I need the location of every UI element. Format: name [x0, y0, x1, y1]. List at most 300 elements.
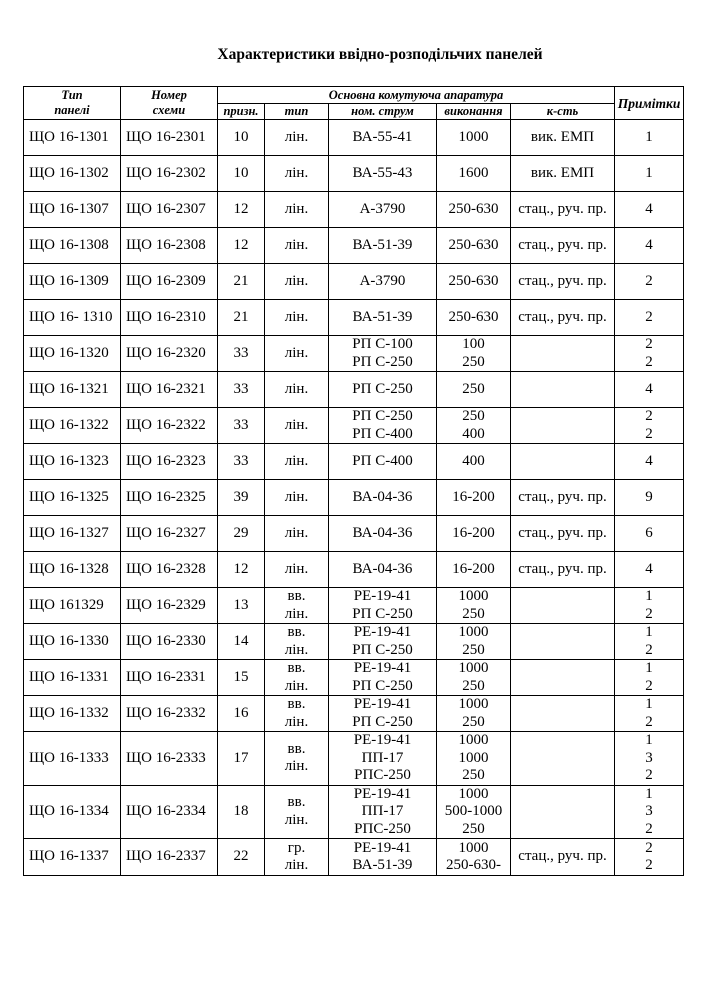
cell-execution-line: 1000 — [458, 660, 489, 676]
table-row — [24, 839, 684, 876]
cell-notes-line: 1 — [645, 660, 653, 676]
cell-scheme-number: ЩО 16-2325 — [121, 480, 218, 516]
cell-purpose: 33 — [218, 444, 265, 480]
cell-notes-line: 2 — [645, 272, 653, 289]
cell-notes — [615, 624, 684, 660]
cell-kind — [265, 336, 329, 372]
cell-purpose: 22 — [218, 839, 265, 876]
cell-purpose: 39 — [218, 480, 265, 516]
cell-quantity — [511, 336, 615, 372]
cell-panel-type: ЩО 16-1327 — [24, 516, 121, 552]
cell-nominal-current — [329, 588, 437, 624]
cell-kind — [265, 120, 329, 156]
cell-scheme-number: ЩО 16-2308 — [121, 228, 218, 264]
cell-kind — [265, 156, 329, 192]
cell-notes-line: 4 — [645, 560, 653, 577]
cell-execution-line: 250 — [462, 353, 485, 370]
cell-kind — [265, 192, 329, 228]
cell-panel-type: ЩО 16-1321 — [24, 372, 121, 408]
table-row — [24, 660, 684, 696]
cell-kind — [265, 516, 329, 552]
cell-scheme-number: ЩО 16-2334 — [121, 785, 218, 839]
cell-execution-line: 250-630- — [446, 857, 501, 873]
cell-notes-line: 2 — [645, 408, 653, 424]
cell-quantity: стац., руч. пр. — [511, 480, 615, 516]
cell-panel-type: ЩО 16- 1310 — [24, 300, 121, 336]
cell-quantity — [511, 588, 615, 624]
cell-nominal-current — [329, 480, 437, 516]
cell-nominal-current — [329, 408, 437, 444]
cell-nominal-current — [329, 516, 437, 552]
cell-nominal-current-line: РП С-100 — [352, 336, 413, 352]
cell-purpose: 12 — [218, 192, 265, 228]
cell-kind — [265, 624, 329, 660]
header-panel-type: Тип панелі — [24, 87, 121, 120]
cell-nominal-current — [329, 120, 437, 156]
cell-nominal-current — [329, 444, 437, 480]
cell-scheme-number: ЩО 16-2322 — [121, 408, 218, 444]
cell-execution-line: 250 — [462, 677, 485, 694]
cell-notes-line: 2 — [645, 605, 653, 622]
cell-notes — [615, 120, 684, 156]
header-scheme-number: Номер схеми — [121, 87, 218, 120]
table-row — [24, 444, 684, 480]
cell-kind — [265, 408, 329, 444]
cell-notes — [615, 516, 684, 552]
table-row — [24, 480, 684, 516]
cell-nominal-current-line: РП С-250 — [352, 713, 413, 730]
cell-purpose: 12 — [218, 228, 265, 264]
cell-kind-line: лін. — [284, 128, 309, 145]
cell-quantity: стац., руч. пр. — [511, 192, 615, 228]
cell-execution — [437, 444, 511, 480]
cell-execution — [437, 552, 511, 588]
cell-scheme-number: ЩО 16-2307 — [121, 192, 218, 228]
cell-kind — [265, 696, 329, 732]
cell-notes — [615, 732, 684, 786]
cell-scheme-number: ЩО 16-2323 — [121, 444, 218, 480]
cell-nominal-current-line: РП С-250 — [352, 408, 413, 424]
header-notes: Примітки — [615, 87, 684, 120]
cell-panel-type: ЩО 16-1301 — [24, 120, 121, 156]
cell-scheme-number: ЩО 16-2310 — [121, 300, 218, 336]
cell-panel-type: ЩО 16-1302 — [24, 156, 121, 192]
cell-kind-line: лін. — [284, 641, 309, 658]
cell-nominal-current — [329, 300, 437, 336]
cell-execution — [437, 228, 511, 264]
cell-nominal-current — [329, 372, 437, 408]
cell-kind-line: лін. — [284, 560, 309, 577]
cell-notes-line: 1 — [645, 732, 653, 748]
cell-execution-line: 1000 — [458, 588, 489, 604]
cell-execution-line: 1000 — [458, 839, 489, 856]
cell-execution — [437, 785, 511, 839]
cell-kind-line: вв. — [287, 794, 306, 811]
cell-execution-line: 250 — [462, 641, 485, 658]
table-row — [24, 372, 684, 408]
cell-notes — [615, 228, 684, 264]
cell-nominal-current-line: ВА-51-39 — [352, 236, 413, 253]
cell-scheme-number: ЩО 16-2320 — [121, 336, 218, 372]
cell-nominal-current — [329, 264, 437, 300]
cell-nominal-current — [329, 552, 437, 588]
cell-execution-line: 16-200 — [452, 560, 495, 577]
cell-scheme-number: ЩО 16-2302 — [121, 156, 218, 192]
cell-panel-type: ЩО 16-1309 — [24, 264, 121, 300]
cell-quantity — [511, 660, 615, 696]
cell-scheme-number: ЩО 16-2321 — [121, 372, 218, 408]
cell-kind-line: лін. — [284, 308, 309, 325]
table-row — [24, 732, 684, 786]
cell-nominal-current-line: РЕ-19-41 — [353, 696, 412, 712]
cell-execution-line: 1600 — [458, 164, 489, 181]
cell-notes-line: 1 — [645, 696, 653, 712]
cell-notes-line: 4 — [645, 236, 653, 253]
cell-nominal-current — [329, 660, 437, 696]
cell-nominal-current-line: ВА-04-36 — [352, 560, 413, 577]
cell-nominal-current — [329, 228, 437, 264]
cell-notes-line: 1 — [645, 128, 653, 145]
cell-execution-line: 16-200 — [452, 524, 495, 541]
cell-notes-line: 1 — [645, 588, 653, 604]
cell-panel-type: ЩО 16-1330 — [24, 624, 121, 660]
cell-kind-line: лін. — [284, 713, 309, 730]
cell-notes-line: 4 — [645, 452, 653, 469]
cell-nominal-current — [329, 192, 437, 228]
cell-kind-line: лін. — [284, 677, 309, 694]
cell-notes — [615, 192, 684, 228]
table-row — [24, 300, 684, 336]
cell-kind-line: вв. — [287, 624, 306, 640]
cell-nominal-current — [329, 696, 437, 732]
cell-purpose: 14 — [218, 624, 265, 660]
cell-scheme-number: ЩО 16-2301 — [121, 120, 218, 156]
table-body — [24, 120, 684, 876]
cell-notes-line: 1 — [645, 164, 653, 181]
panels-table — [23, 86, 684, 876]
cell-execution-line: 250 — [462, 605, 485, 622]
cell-kind — [265, 264, 329, 300]
cell-notes — [615, 660, 684, 696]
cell-panel-type: ЩО 16-1331 — [24, 660, 121, 696]
cell-execution — [437, 408, 511, 444]
cell-quantity: стац., руч. пр. — [511, 839, 615, 876]
cell-kind-line: лін. — [284, 272, 309, 289]
cell-kind-line: вв. — [287, 696, 306, 712]
cell-execution — [437, 336, 511, 372]
cell-notes — [615, 839, 684, 876]
cell-panel-type: ЩО 16-1325 — [24, 480, 121, 516]
cell-nominal-current-line: РПС-250 — [354, 767, 411, 783]
header-purpose: призн. — [218, 104, 265, 120]
cell-kind — [265, 588, 329, 624]
table-row — [24, 552, 684, 588]
cell-nominal-current-line: ВА-51-39 — [352, 857, 413, 873]
cell-nominal-current — [329, 785, 437, 839]
table-row — [24, 696, 684, 732]
cell-execution — [437, 732, 511, 786]
table-row — [24, 408, 684, 444]
cell-notes-line: 2 — [645, 857, 653, 873]
cell-notes-line: 4 — [645, 200, 653, 217]
cell-execution-line: 400 — [462, 452, 485, 469]
cell-nominal-current-line: РЕ-19-41 — [353, 624, 412, 640]
cell-notes-line: 2 — [645, 336, 653, 352]
cell-kind — [265, 660, 329, 696]
cell-kind-line: лін. — [284, 380, 309, 397]
cell-execution — [437, 480, 511, 516]
cell-quantity — [511, 696, 615, 732]
cell-purpose: 12 — [218, 552, 265, 588]
cell-execution-line: 100 — [462, 336, 485, 352]
cell-execution — [437, 696, 511, 732]
cell-execution-line: 250 — [462, 767, 485, 783]
cell-kind-line: лін. — [284, 524, 309, 541]
cell-execution-line: 1000 — [458, 696, 489, 712]
cell-panel-type: ЩО 16-1323 — [24, 444, 121, 480]
cell-purpose: 33 — [218, 408, 265, 444]
cell-nominal-current-line: РП С-400 — [352, 452, 413, 469]
cell-nominal-current-line: РП С-250 — [352, 677, 413, 694]
cell-scheme-number: ЩО 16-2329 — [121, 588, 218, 624]
cell-purpose: 10 — [218, 120, 265, 156]
table-row — [24, 624, 684, 660]
cell-kind — [265, 785, 329, 839]
cell-kind — [265, 552, 329, 588]
cell-notes-line: 1 — [645, 785, 653, 802]
cell-execution — [437, 300, 511, 336]
cell-panel-type: ЩО 16-1334 — [24, 785, 121, 839]
cell-notes — [615, 785, 684, 839]
cell-execution-line: 1000 — [458, 732, 489, 748]
cell-execution — [437, 372, 511, 408]
table-row — [24, 336, 684, 372]
cell-nominal-current-line: РП С-250 — [352, 605, 413, 622]
cell-purpose: 10 — [218, 156, 265, 192]
cell-nominal-current-line: РП С-250 — [352, 380, 413, 397]
cell-panel-type: ЩО 16-1337 — [24, 839, 121, 876]
header-main-equipment: Основна комутуюча апаратура — [218, 87, 615, 104]
cell-execution-line: 500-1000 — [444, 803, 503, 819]
header-quantity: к-сть — [511, 104, 615, 120]
cell-scheme-number: ЩО 16-2309 — [121, 264, 218, 300]
cell-execution-line: 250-630 — [448, 272, 499, 289]
cell-nominal-current-line: ВА-04-36 — [352, 488, 413, 505]
cell-kind-line: лін. — [284, 605, 309, 622]
cell-notes-line: 1 — [645, 624, 653, 640]
cell-execution — [437, 156, 511, 192]
cell-scheme-number: ЩО 16-2330 — [121, 624, 218, 660]
cell-notes — [615, 264, 684, 300]
cell-nominal-current-line: РП С-250 — [352, 641, 413, 658]
cell-execution-line: 1000 — [458, 128, 489, 145]
cell-execution — [437, 839, 511, 876]
cell-kind-line: лін. — [284, 236, 309, 253]
cell-execution-line: 250 — [462, 380, 485, 397]
cell-quantity — [511, 444, 615, 480]
cell-notes-line: 2 — [645, 839, 653, 856]
cell-notes-line: 3 — [645, 803, 653, 819]
cell-execution-line: 400 — [462, 425, 485, 442]
cell-panel-type: ЩО 16-1322 — [24, 408, 121, 444]
cell-notes-line: 4 — [645, 380, 653, 397]
cell-notes — [615, 480, 684, 516]
cell-kind-line: лін. — [284, 488, 309, 505]
cell-quantity — [511, 624, 615, 660]
cell-notes — [615, 372, 684, 408]
table-row — [24, 228, 684, 264]
table-row — [24, 120, 684, 156]
table-row — [24, 156, 684, 192]
cell-purpose: 13 — [218, 588, 265, 624]
cell-kind — [265, 300, 329, 336]
cell-notes — [615, 444, 684, 480]
cell-nominal-current-line: ВА-51-39 — [352, 308, 413, 325]
cell-execution-line: 250-630 — [448, 308, 499, 325]
cell-kind — [265, 444, 329, 480]
cell-execution — [437, 588, 511, 624]
cell-nominal-current-line: ВА-55-41 — [352, 128, 413, 145]
cell-nominal-current — [329, 156, 437, 192]
cell-quantity: стац., руч. пр. — [511, 300, 615, 336]
cell-nominal-current-line: РЕ-19-41 — [353, 732, 412, 748]
cell-execution-line: 16-200 — [452, 488, 495, 505]
cell-execution-line: 1000 — [458, 624, 489, 640]
cell-kind-line: лін. — [284, 416, 309, 433]
cell-purpose: 29 — [218, 516, 265, 552]
cell-notes — [615, 408, 684, 444]
cell-purpose: 15 — [218, 660, 265, 696]
cell-purpose: 33 — [218, 372, 265, 408]
cell-nominal-current-line: РЕ-19-41 — [353, 785, 412, 802]
cell-notes-line: 2 — [645, 677, 653, 694]
cell-panel-type: ЩО 16-1307 — [24, 192, 121, 228]
cell-quantity — [511, 785, 615, 839]
cell-kind — [265, 839, 329, 876]
cell-nominal-current-line: РПС-250 — [354, 820, 411, 837]
cell-kind-line: лін. — [284, 857, 309, 873]
cell-nominal-current-line: РП С-250 — [352, 353, 413, 370]
page-title: Характеристики ввідно-розподільчих панелей — [217, 46, 543, 63]
cell-kind-line: лін. — [284, 344, 309, 361]
cell-panel-type: ЩО 16-1333 — [24, 732, 121, 786]
cell-scheme-number: ЩО 16-2332 — [121, 696, 218, 732]
cell-scheme-number: ЩО 16-2328 — [121, 552, 218, 588]
cell-kind-line: лін. — [284, 758, 309, 775]
cell-notes-line: 9 — [645, 488, 653, 505]
cell-quantity: стац., руч. пр. — [511, 228, 615, 264]
cell-execution — [437, 120, 511, 156]
cell-nominal-current-line: ПП-17 — [361, 749, 404, 766]
cell-execution-line: 1000 — [458, 749, 489, 766]
cell-nominal-current-line: РЕ-19-41 — [353, 839, 412, 856]
cell-panel-type: ЩО 161329 — [24, 588, 121, 624]
cell-notes-line: 2 — [645, 767, 653, 783]
cell-notes — [615, 156, 684, 192]
cell-kind-line: лін. — [284, 452, 309, 469]
table-row — [24, 588, 684, 624]
cell-quantity: вик. ЕМП — [511, 120, 615, 156]
cell-nominal-current-line: ВА-55-43 — [352, 164, 413, 181]
cell-notes — [615, 300, 684, 336]
cell-kind-line: вв. — [287, 660, 306, 676]
cell-panel-type: ЩО 16-1308 — [24, 228, 121, 264]
cell-nominal-current-line: РП С-400 — [352, 425, 413, 442]
cell-nominal-current — [329, 624, 437, 660]
header-nominal-current: ном. струм — [329, 104, 437, 120]
cell-notes — [615, 696, 684, 732]
cell-quantity: стац., руч. пр. — [511, 264, 615, 300]
table-row — [24, 192, 684, 228]
cell-purpose: 21 — [218, 300, 265, 336]
cell-kind-line: гр. — [287, 839, 306, 856]
cell-execution-line: 1000 — [458, 785, 489, 802]
cell-nominal-current-line: ВА-04-36 — [352, 524, 413, 541]
cell-panel-type: ЩО 16-1328 — [24, 552, 121, 588]
cell-quantity — [511, 732, 615, 786]
cell-nominal-current — [329, 839, 437, 876]
cell-kind-line: лін. — [284, 164, 309, 181]
cell-kind-line: лін. — [284, 811, 309, 828]
cell-execution — [437, 192, 511, 228]
cell-scheme-number: ЩО 16-2327 — [121, 516, 218, 552]
cell-quantity: стац., руч. пр. — [511, 516, 615, 552]
cell-notes — [615, 588, 684, 624]
cell-quantity: вик. ЕМП — [511, 156, 615, 192]
cell-kind-line: вв. — [287, 740, 306, 757]
cell-notes-line: 2 — [645, 641, 653, 658]
cell-kind — [265, 228, 329, 264]
cell-execution-line: 250-630 — [448, 236, 499, 253]
cell-purpose: 16 — [218, 696, 265, 732]
cell-panel-type: ЩО 16-1332 — [24, 696, 121, 732]
cell-quantity — [511, 408, 615, 444]
header-kind: тип — [265, 104, 329, 120]
cell-notes-line: 2 — [645, 425, 653, 442]
table-row — [24, 785, 684, 839]
cell-notes-line: 3 — [645, 749, 653, 766]
cell-notes-line: 2 — [645, 353, 653, 370]
cell-execution — [437, 624, 511, 660]
cell-notes — [615, 336, 684, 372]
cell-nominal-current-line: РЕ-19-41 — [353, 588, 412, 604]
cell-execution — [437, 264, 511, 300]
cell-kind-line: вв. — [287, 588, 306, 604]
cell-execution — [437, 516, 511, 552]
cell-notes — [615, 552, 684, 588]
cell-kind — [265, 480, 329, 516]
cell-quantity: стац., руч. пр. — [511, 552, 615, 588]
cell-execution-line: 250-630 — [448, 200, 499, 217]
cell-notes-line: 2 — [645, 820, 653, 837]
table-row — [24, 516, 684, 552]
cell-execution-line: 250 — [462, 820, 485, 837]
cell-execution-line: 250 — [462, 713, 485, 730]
cell-scheme-number: ЩО 16-2331 — [121, 660, 218, 696]
cell-kind-line: лін. — [284, 200, 309, 217]
cell-nominal-current-line: А-3790 — [359, 200, 406, 217]
table-row — [24, 264, 684, 300]
cell-panel-type: ЩО 16-1320 — [24, 336, 121, 372]
cell-nominal-current-line: ПП-17 — [361, 803, 404, 819]
cell-purpose: 33 — [218, 336, 265, 372]
cell-scheme-number: ЩО 16-2333 — [121, 732, 218, 786]
cell-scheme-number: ЩО 16-2337 — [121, 839, 218, 876]
cell-quantity — [511, 372, 615, 408]
cell-purpose: 17 — [218, 732, 265, 786]
cell-nominal-current — [329, 336, 437, 372]
cell-notes-line: 2 — [645, 713, 653, 730]
